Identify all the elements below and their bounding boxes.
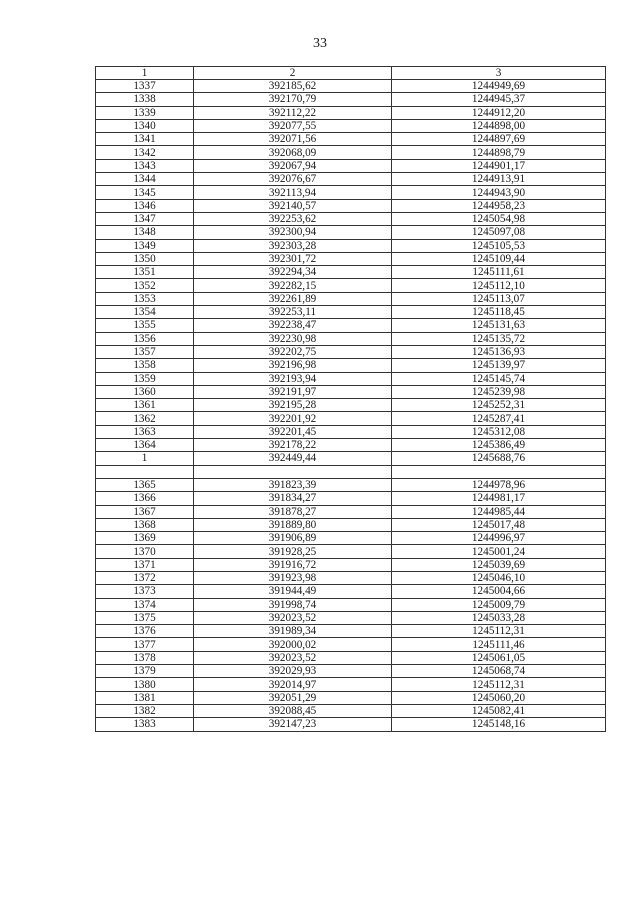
x-coordinate-cell: 391916,72 <box>194 558 392 571</box>
point-number-cell: 1373 <box>96 585 194 598</box>
table-row <box>96 345 606 358</box>
table-row <box>96 292 606 305</box>
x-coordinate-cell: 392077,55 <box>194 119 392 132</box>
x-coordinate-cell <box>194 465 392 478</box>
x-coordinate-cell: 391889,80 <box>194 518 392 531</box>
x-coordinate-cell: 392253,11 <box>194 306 392 319</box>
table-row <box>96 492 606 505</box>
x-coordinate-cell: 392300,94 <box>194 226 392 239</box>
x-coordinate-cell: 392147,23 <box>194 718 392 731</box>
x-coordinate-cell: 392201,45 <box>194 425 392 438</box>
table-row <box>96 319 606 332</box>
y-coordinate-cell <box>392 465 606 478</box>
x-coordinate-cell: 392294,34 <box>194 266 392 279</box>
point-number-cell: 1349 <box>96 239 194 252</box>
y-coordinate-cell: 1245136,93 <box>392 345 606 358</box>
y-coordinate-cell: 1244978,96 <box>392 478 606 491</box>
table-row <box>96 571 606 584</box>
y-coordinate-cell: 1245017,48 <box>392 518 606 531</box>
point-number-cell: 1376 <box>96 625 194 638</box>
column-header-1: 1 <box>96 67 194 80</box>
x-coordinate-cell: 392014,97 <box>194 678 392 691</box>
point-number-cell: 1352 <box>96 279 194 292</box>
point-number-cell: 1360 <box>96 385 194 398</box>
y-coordinate-cell: 1245039,69 <box>392 558 606 571</box>
column-header-2: 2 <box>194 67 392 80</box>
point-number-cell: 1377 <box>96 638 194 651</box>
y-coordinate-cell: 1245131,63 <box>392 319 606 332</box>
table-row <box>96 678 606 691</box>
table-row <box>96 266 606 279</box>
table-row <box>96 545 606 558</box>
table-row <box>96 159 606 172</box>
point-number-cell: 1362 <box>96 412 194 425</box>
y-coordinate-cell: 1245239,98 <box>392 385 606 398</box>
x-coordinate-cell: 392261,89 <box>194 292 392 305</box>
x-coordinate-cell: 392029,93 <box>194 665 392 678</box>
y-coordinate-cell: 1245135,72 <box>392 332 606 345</box>
y-coordinate-cell: 1245105,53 <box>392 239 606 252</box>
y-coordinate-cell: 1245111,61 <box>392 266 606 279</box>
point-number-cell: 1358 <box>96 359 194 372</box>
y-coordinate-cell: 1245386,49 <box>392 439 606 452</box>
x-coordinate-cell: 392140,57 <box>194 199 392 212</box>
point-number-cell: 1345 <box>96 186 194 199</box>
point-number-cell: 1347 <box>96 212 194 225</box>
table-row <box>96 146 606 159</box>
point-number-cell: 1375 <box>96 611 194 624</box>
y-coordinate-cell: 1244985,44 <box>392 505 606 518</box>
y-coordinate-cell: 1245068,74 <box>392 665 606 678</box>
y-coordinate-cell: 1245109,44 <box>392 252 606 265</box>
y-coordinate-cell: 1244898,00 <box>392 119 606 132</box>
table-row <box>96 691 606 704</box>
x-coordinate-cell: 392303,28 <box>194 239 392 252</box>
table-row <box>96 505 606 518</box>
x-coordinate-cell: 392449,44 <box>194 452 392 465</box>
y-coordinate-cell: 1244981,17 <box>392 492 606 505</box>
table-header-row <box>96 67 606 80</box>
coordinates-table <box>95 66 606 732</box>
x-coordinate-cell: 391906,89 <box>194 532 392 545</box>
column-header-3: 3 <box>392 67 606 80</box>
point-number-cell: 1374 <box>96 598 194 611</box>
x-coordinate-cell: 392201,92 <box>194 412 392 425</box>
x-coordinate-cell: 392193,94 <box>194 372 392 385</box>
y-coordinate-cell: 1244943,90 <box>392 186 606 199</box>
point-number-cell: 1342 <box>96 146 194 159</box>
point-number-cell: 1357 <box>96 345 194 358</box>
table-row <box>96 279 606 292</box>
y-coordinate-cell: 1244945,37 <box>392 93 606 106</box>
x-coordinate-cell: 392067,94 <box>194 159 392 172</box>
table-row <box>96 226 606 239</box>
point-number-cell: 1338 <box>96 93 194 106</box>
x-coordinate-cell: 392301,72 <box>194 252 392 265</box>
point-number-cell: 1382 <box>96 704 194 717</box>
y-coordinate-cell: 1245033,28 <box>392 611 606 624</box>
point-number-cell: 1356 <box>96 332 194 345</box>
point-number-cell: 1378 <box>96 651 194 664</box>
y-coordinate-cell: 1244897,69 <box>392 133 606 146</box>
point-number-cell: 1351 <box>96 266 194 279</box>
y-coordinate-cell: 1244913,91 <box>392 173 606 186</box>
y-coordinate-cell: 1245009,79 <box>392 598 606 611</box>
y-coordinate-cell: 1245054,98 <box>392 212 606 225</box>
point-number-cell: 1365 <box>96 478 194 491</box>
y-coordinate-cell: 1244996,97 <box>392 532 606 545</box>
table-row <box>96 518 606 531</box>
table-row <box>96 252 606 265</box>
x-coordinate-cell: 392113,94 <box>194 186 392 199</box>
table-row <box>96 465 606 478</box>
point-number-cell: 1364 <box>96 439 194 452</box>
y-coordinate-cell: 1245112,10 <box>392 279 606 292</box>
x-coordinate-cell: 391923,98 <box>194 571 392 584</box>
point-number-cell: 1368 <box>96 518 194 531</box>
table-row <box>96 625 606 638</box>
table-row <box>96 239 606 252</box>
point-number-cell: 1369 <box>96 532 194 545</box>
y-coordinate-cell: 1245139,97 <box>392 359 606 372</box>
y-coordinate-cell: 1244898,79 <box>392 146 606 159</box>
y-coordinate-cell: 1245112,31 <box>392 625 606 638</box>
y-coordinate-cell: 1245046,10 <box>392 571 606 584</box>
point-number-cell: 1339 <box>96 106 194 119</box>
table-row <box>96 439 606 452</box>
table-row <box>96 425 606 438</box>
x-coordinate-cell: 392071,56 <box>194 133 392 146</box>
y-coordinate-cell: 1245688,76 <box>392 452 606 465</box>
point-number-cell: 1354 <box>96 306 194 319</box>
x-coordinate-cell: 392282,15 <box>194 279 392 292</box>
y-coordinate-cell: 1245097,08 <box>392 226 606 239</box>
y-coordinate-cell: 1245082,41 <box>392 704 606 717</box>
y-coordinate-cell: 1245148,16 <box>392 718 606 731</box>
table-row <box>96 412 606 425</box>
point-number-cell <box>96 465 194 478</box>
table-row <box>96 80 606 93</box>
table-row <box>96 372 606 385</box>
x-coordinate-cell: 392253,62 <box>194 212 392 225</box>
table-row <box>96 212 606 225</box>
point-number-cell: 1348 <box>96 226 194 239</box>
y-coordinate-cell: 1245004,66 <box>392 585 606 598</box>
point-number-cell: 1367 <box>96 505 194 518</box>
y-coordinate-cell: 1245061,05 <box>392 651 606 664</box>
y-coordinate-cell: 1245001,24 <box>392 545 606 558</box>
point-number-cell: 1379 <box>96 665 194 678</box>
point-number-cell: 1366 <box>96 492 194 505</box>
table-row <box>96 452 606 465</box>
x-coordinate-cell: 392076,67 <box>194 173 392 186</box>
x-coordinate-cell: 392088,45 <box>194 704 392 717</box>
table-row <box>96 704 606 717</box>
x-coordinate-cell: 392112,22 <box>194 106 392 119</box>
table-row <box>96 651 606 664</box>
y-coordinate-cell: 1245111,46 <box>392 638 606 651</box>
y-coordinate-cell: 1244949,69 <box>392 80 606 93</box>
point-number-cell: 1361 <box>96 399 194 412</box>
table-row <box>96 119 606 132</box>
x-coordinate-cell: 392068,09 <box>194 146 392 159</box>
point-number-cell: 1381 <box>96 691 194 704</box>
y-coordinate-cell: 1245252,31 <box>392 399 606 412</box>
x-coordinate-cell: 391944,49 <box>194 585 392 598</box>
table-row <box>96 611 606 624</box>
y-coordinate-cell: 1244901,17 <box>392 159 606 172</box>
table-row <box>96 638 606 651</box>
x-coordinate-cell: 392238,47 <box>194 319 392 332</box>
table-row <box>96 359 606 372</box>
table-row <box>96 106 606 119</box>
x-coordinate-cell: 391834,27 <box>194 492 392 505</box>
point-number-cell: 1383 <box>96 718 194 731</box>
point-number-cell: 1343 <box>96 159 194 172</box>
x-coordinate-cell: 392196,98 <box>194 359 392 372</box>
point-number-cell: 1355 <box>96 319 194 332</box>
point-number-cell: 1353 <box>96 292 194 305</box>
table-row <box>96 478 606 491</box>
table-row <box>96 385 606 398</box>
table-row <box>96 718 606 731</box>
y-coordinate-cell: 1244912,20 <box>392 106 606 119</box>
point-number-cell: 1346 <box>96 199 194 212</box>
table-row <box>96 598 606 611</box>
x-coordinate-cell: 392195,28 <box>194 399 392 412</box>
x-coordinate-cell: 391928,25 <box>194 545 392 558</box>
x-coordinate-cell: 392230,98 <box>194 332 392 345</box>
table-row <box>96 558 606 571</box>
table-row <box>96 306 606 319</box>
page-number: 33 <box>313 36 327 51</box>
x-coordinate-cell: 392000,02 <box>194 638 392 651</box>
table-row <box>96 186 606 199</box>
x-coordinate-cell: 391998,74 <box>194 598 392 611</box>
x-coordinate-cell: 392170,79 <box>194 93 392 106</box>
x-coordinate-cell: 391878,27 <box>194 505 392 518</box>
table-row <box>96 399 606 412</box>
table-row <box>96 93 606 106</box>
y-coordinate-cell: 1245113,07 <box>392 292 606 305</box>
y-coordinate-cell: 1245312,08 <box>392 425 606 438</box>
point-number-cell: 1380 <box>96 678 194 691</box>
y-coordinate-cell: 1245145,74 <box>392 372 606 385</box>
table-row <box>96 199 606 212</box>
point-number-cell: 1337 <box>96 80 194 93</box>
x-coordinate-cell: 392023,52 <box>194 651 392 664</box>
table-row <box>96 173 606 186</box>
x-coordinate-cell: 391823,39 <box>194 478 392 491</box>
y-coordinate-cell: 1245287,41 <box>392 412 606 425</box>
table-row <box>96 532 606 545</box>
x-coordinate-cell: 391989,34 <box>194 625 392 638</box>
x-coordinate-cell: 392202,75 <box>194 345 392 358</box>
point-number-cell: 1371 <box>96 558 194 571</box>
point-number-cell: 1 <box>96 452 194 465</box>
x-coordinate-cell: 392178,22 <box>194 439 392 452</box>
point-number-cell: 1359 <box>96 372 194 385</box>
point-number-cell: 1344 <box>96 173 194 186</box>
x-coordinate-cell: 392185,62 <box>194 80 392 93</box>
y-coordinate-cell: 1245112,31 <box>392 678 606 691</box>
y-coordinate-cell: 1245118,45 <box>392 306 606 319</box>
x-coordinate-cell: 392051,29 <box>194 691 392 704</box>
point-number-cell: 1340 <box>96 119 194 132</box>
table-row <box>96 133 606 146</box>
table-body <box>96 80 606 732</box>
point-number-cell: 1370 <box>96 545 194 558</box>
point-number-cell: 1350 <box>96 252 194 265</box>
y-coordinate-cell: 1244958,23 <box>392 199 606 212</box>
x-coordinate-cell: 392023,52 <box>194 611 392 624</box>
table-row <box>96 332 606 345</box>
point-number-cell: 1363 <box>96 425 194 438</box>
table-row <box>96 665 606 678</box>
x-coordinate-cell: 392191,97 <box>194 385 392 398</box>
y-coordinate-cell: 1245060,20 <box>392 691 606 704</box>
table-row <box>96 585 606 598</box>
point-number-cell: 1341 <box>96 133 194 146</box>
point-number-cell: 1372 <box>96 571 194 584</box>
